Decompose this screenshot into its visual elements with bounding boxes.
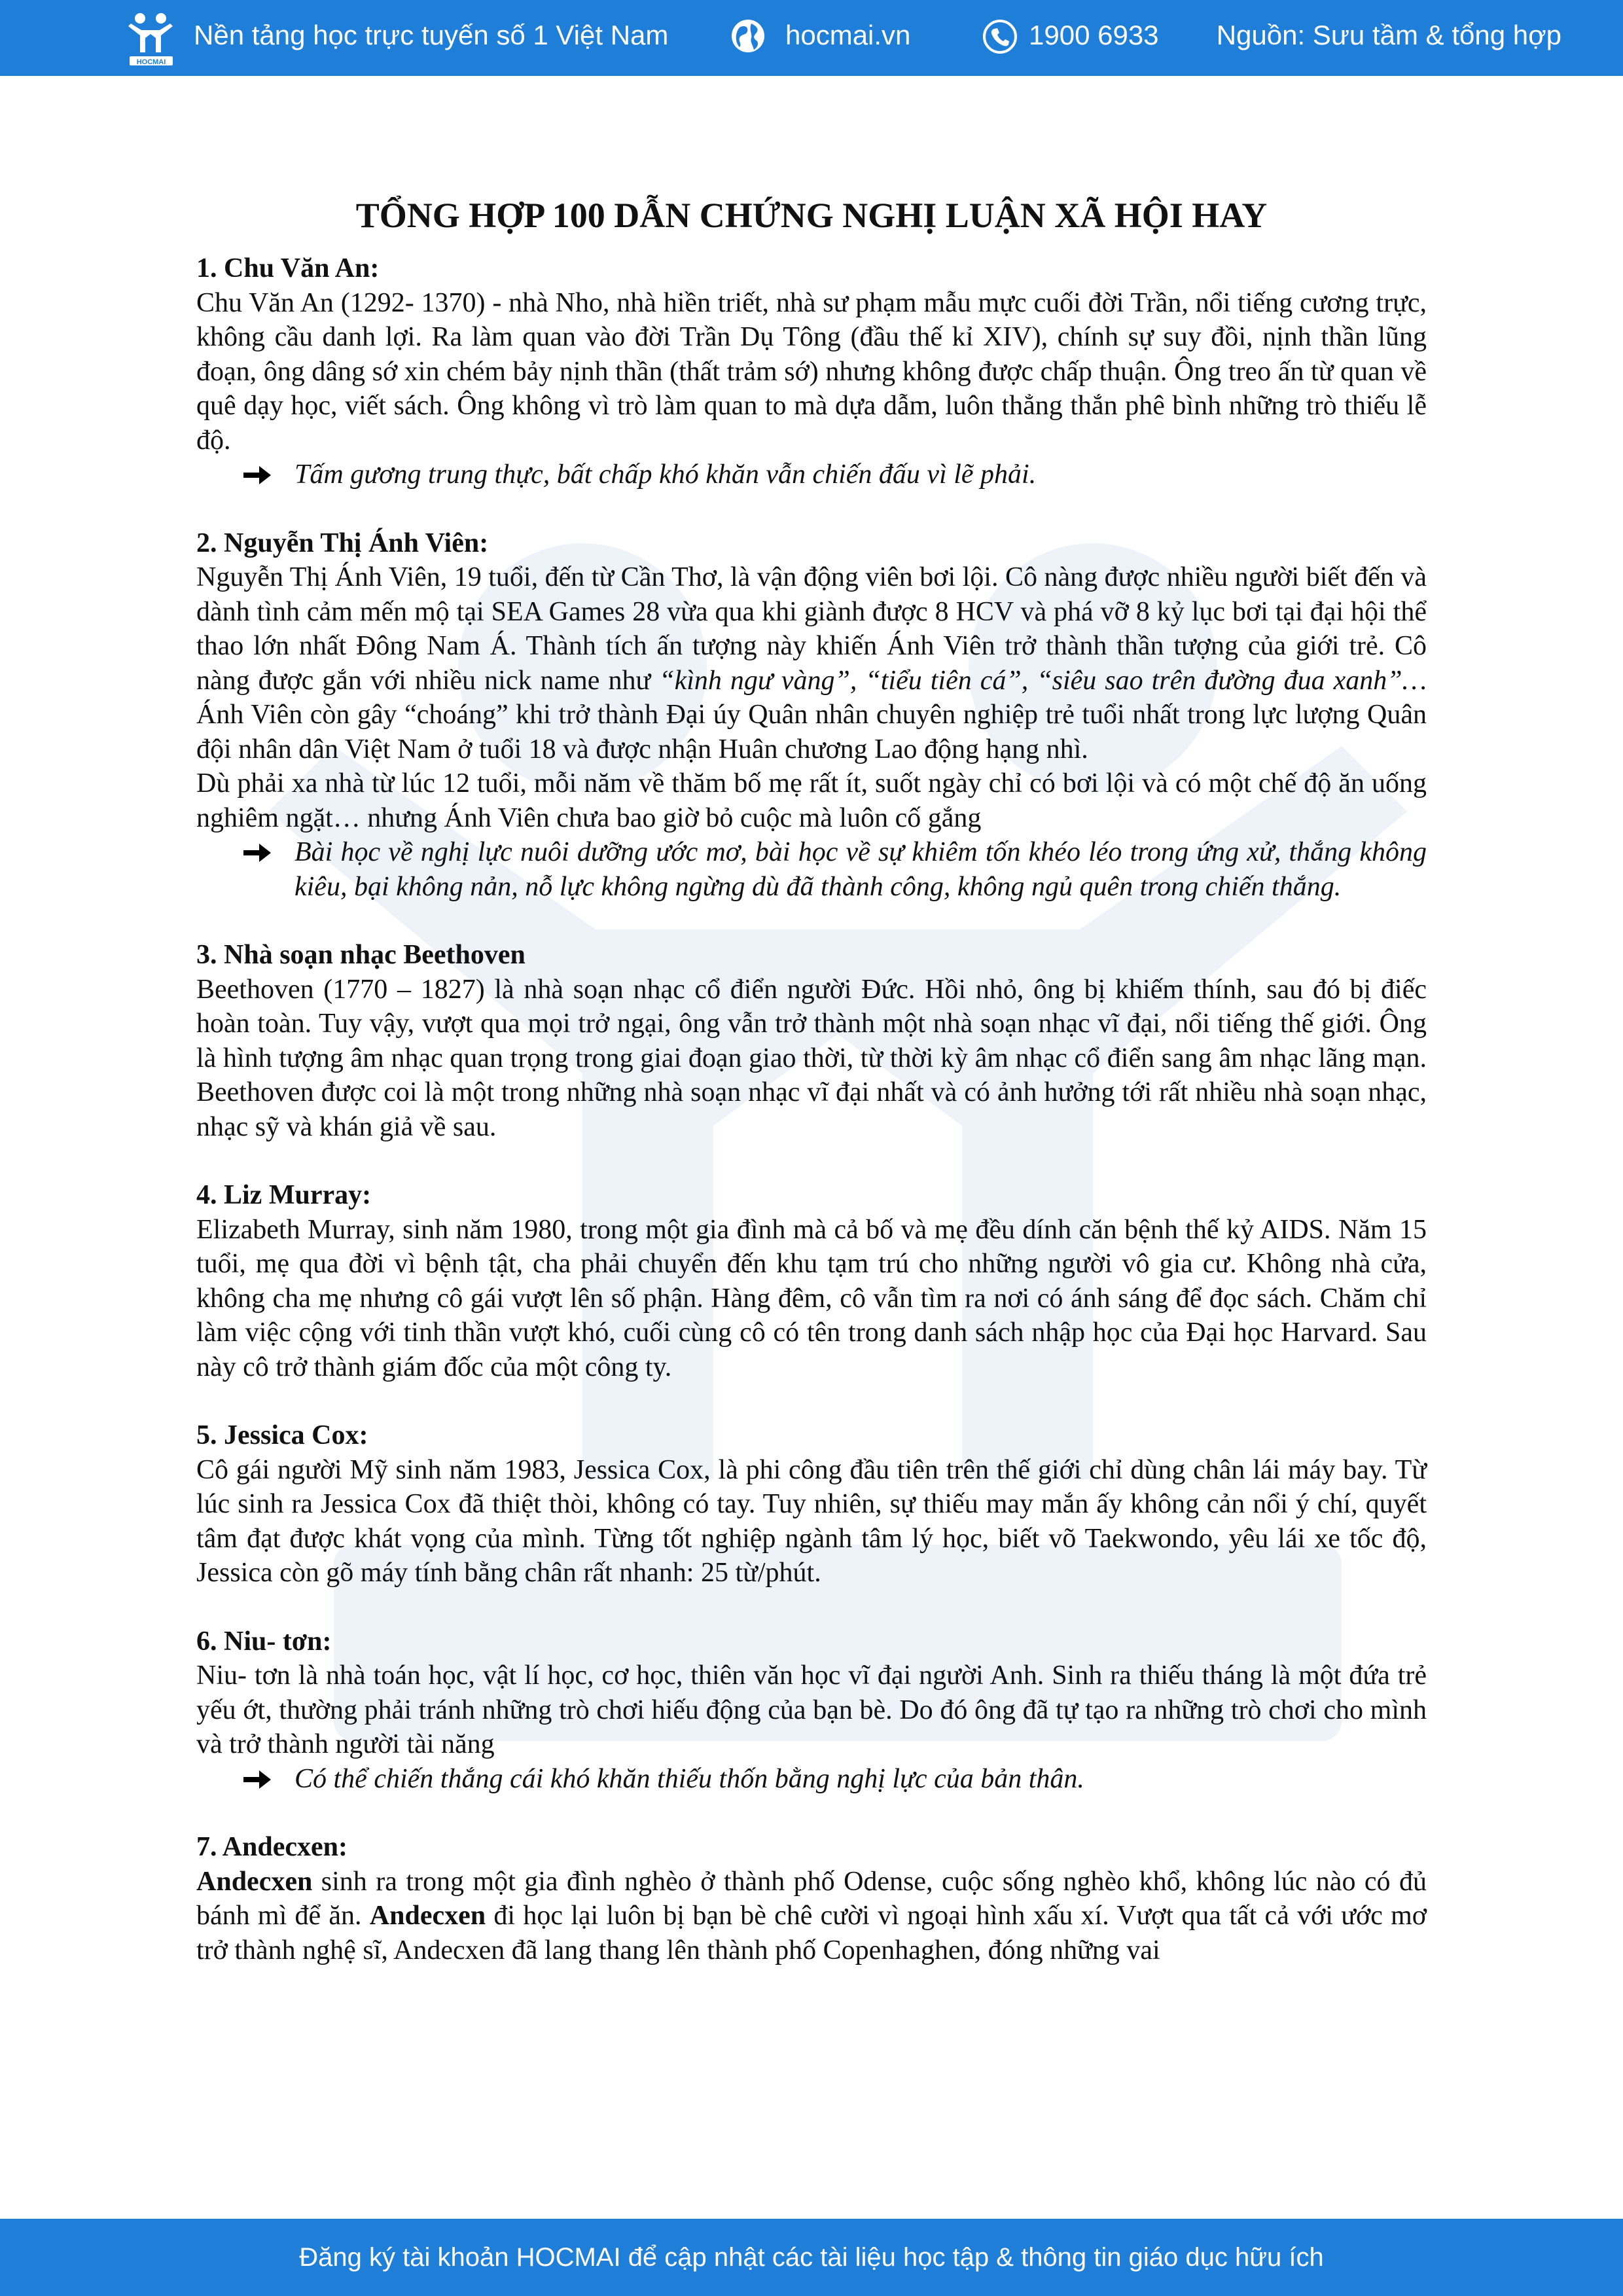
svg-text:HOCMAI: HOCMAI <box>136 58 166 66</box>
section-jessica-cox <box>196 1418 1427 1590</box>
header-slogan: Nền tảng học trực tuyến số 1 Việt Nam <box>194 20 669 50</box>
globe-icon <box>730 18 766 54</box>
header-website-link[interactable]: hocmai.vn <box>785 20 911 50</box>
section-takeaway <box>196 457 1427 492</box>
section-heading: 5. Jessica Cox: <box>196 1420 368 1450</box>
section-heading: 7. Andecxen: <box>196 1832 348 1862</box>
section-takeaway <box>196 1762 1427 1797</box>
paragraph-text: Nguyễn Thị Ánh Viên, 19 tuổi, đến từ Cần Thơ, là vận động viên bơi lội. Cô nàng được nhiều người biết đến và dành tình cảm mến mộ tại SEA Games 28 vừa qua khi giành được 8 HCV và phá vỡ 8 kỷ lục bơi tại đại hội thể thao lớn nhất Đông Nam Á. Thành tích ấn tượng này khiến Ánh Viên trở thành thần tượng của giới trẻ. Cô nàng được gắn với nhiều nick name như <box>196 562 1427 696</box>
arrow-right-icon <box>242 842 272 864</box>
bold-name: Andecxen <box>369 1901 486 1931</box>
section-heading: 1. Chu Văn An: <box>196 253 380 283</box>
section-heading: 3. Nhà soạn nhạc Beethoven <box>196 940 526 970</box>
takeaway-text: Bài học về nghị lực nuôi dưỡng ước mơ, bài học về sự khiêm tốn khéo léo trong ứng xử, thắng không kiêu, bại không nản, nỗ lực không ngừng dù đã thành công, không ngủ quên trong chiến thắng. <box>294 837 1427 902</box>
footer-signup-text[interactable]: Đăng ký tài khoản HOCMAI để cập nhật các tài liệu học tập & thông tin giáo dục hữu ích <box>299 2243 1324 2272</box>
section-paragraph <box>196 1865 1427 1968</box>
section-heading: 4. Liz Murray: <box>196 1180 372 1210</box>
takeaway-text: Có thể chiến thắng cái khó khăn thiếu thốn bằng nghị lực của bản thân. <box>294 1763 1084 1794</box>
hocmai-logo-icon[interactable] <box>122 9 181 68</box>
section-andecxen <box>196 1830 1427 1967</box>
section-chu-van-an <box>196 251 1427 492</box>
section-nguyen-thi-anh-vien <box>196 526 1427 905</box>
paragraph-text: đi học lại luôn bị bạn bè chê cười vì ngoại hình xấu xí. Vượt qua tất cả với ước mơ trở thành nghệ sĩ, Andecxen đã lang thang lên thành phố Copenhaghen, đóng những vai <box>196 1901 1427 1965</box>
bold-name: Andecxen <box>196 1866 313 1897</box>
section-beethoven <box>196 938 1427 1144</box>
paragraph-text: sinh ra trong một gia đình nghèo ở thành phố Odense, cuộc sống nghèo khổ, không lúc nào có đủ bánh mì để ăn. <box>196 1866 1427 1931</box>
paragraph-text: Ánh Viên còn gây “choáng” khi trở thành Đại úy Quân nhân chuyên nghiệp trẻ tuổi nhất trong lực lượng Quân đội nhân dân Việt Nam ở tuổi 18 và được nhận Huân chương Lao động hạng nhì. <box>196 700 1427 764</box>
section-paragraph: Elizabeth Murray, sinh năm 1980, trong một gia đình mà cả bố và mẹ đều dính căn bệnh thế kỷ AIDS. Năm 15 tuổi, mẹ qua đời vì bệnh tật, cha phải chuyển đến khu tạm trú cho những người vô gia cư. Không nhà cửa, không cha mẹ nhưng cô gái vượt lên số phận. Hàng đêm, cô vẫn tìm ra nơi có ánh sáng để đọc sách. Chăm chỉ làm việc cộng với tinh thần vượt khó, cuối cùng cô có tên trong danh sách nhập học của Đại học Harvard. Sau này cô trở thành giám đốc của một công ty. <box>196 1214 1427 1382</box>
header-phone-number[interactable]: 1900 6933 <box>1029 20 1159 50</box>
section-niu-ton <box>196 1624 1427 1797</box>
arrow-right-icon <box>242 1768 272 1791</box>
takeaway-text: Tấm gương trung thực, bất chấp khó khăn vẫn chiến đấu vì lẽ phải. <box>294 459 1037 490</box>
section-liz-murray <box>196 1178 1427 1384</box>
nickname-text: “kình ngư vàng”, “tiểu tiên cá”, “siêu sao trên đường đua xanh”… <box>659 665 1427 696</box>
section-paragraph: Dù phải xa nhà từ lúc 12 tuổi, mỗi năm về thăm bố mẹ rất ít, suốt ngày chỉ có bơi lội và có một chế độ ăn uống nghiêm ngặt… nhưng Ánh Viên chưa bao giờ bỏ cuộc mà luôn cố gắng <box>196 768 1427 833</box>
footer-bar <box>0 2219 1623 2296</box>
header-source-note: Nguồn: Sưu tầm & tổng hợp <box>1216 20 1561 50</box>
section-paragraph <box>196 560 1427 766</box>
section-heading: 6. Niu- tơn: <box>196 1626 332 1657</box>
section-paragraph: Chu Văn An (1292- 1370) - nhà Nho, nhà hiền triết, nhà sư phạm mẫu mực cuối đời Trần, nổi tiếng cương trực, không cầu danh lợi. Ra làm quan vào đời Trần Dụ Tông (đầu thế kỉ XIV), chính sự suy đồi, nịnh thần lũng đoạn, ông dâng sớ xin chém bảy nịnh thần (thất trảm sớ) nhưng không được chấp thuận. Ông treo ấn từ quan về quê dạy học, viết sách. Ông không vì trò làm quan to mà dựa dẫm, luôn thẳng thắn phê bình những trò thiếu lễ độ. <box>196 287 1427 456</box>
section-paragraph: Niu- tơn là nhà toán học, vật lí học, cơ học, thiên văn học vĩ đại người Anh. Sinh ra thiếu tháng là một đứa trẻ yếu ớt, thường phải tránh những trò chơi hiếu động của bạn bè. Do đó ông đã tự tạo ra những trò chơi cho mình và trở thành người tài năng <box>196 1660 1427 1759</box>
section-heading: 2. Nguyễn Thị Ánh Viên: <box>196 528 489 558</box>
document-title: TỔNG HỢP 100 DẪN CHỨNG NGHỊ LUẬN XÃ HỘI HAY <box>355 196 1268 235</box>
phone-icon <box>982 18 1018 55</box>
header-bar <box>0 0 1623 76</box>
section-takeaway <box>196 835 1427 904</box>
section-paragraph: Beethoven (1770 – 1827) là nhà soạn nhạc cổ điển người Đức. Hồi nhỏ, ông bị khiếm thính, sau đó bị điếc hoàn toàn. Tuy vậy, vượt qua mọi trở ngại, ông vẫn trở thành một nhà soạn nhạc vĩ đại, nổi tiếng thế giới. Ông là hình tượng âm nhạc quan trọng trong giai đoạn giao thời, từ thời kỳ âm nhạc cổ điển sang âm nhạc lãng mạn. Beethoven được coi là một trong những nhà soạn nhạc vĩ đại nhất và có ảnh hưởng tới rất nhiều nhà soạn nhạc, nhạc sỹ và khán giả về sau. <box>196 974 1427 1142</box>
section-paragraph: Cô gái người Mỹ sinh năm 1983, Jessica Cox, là phi công đầu tiên trên thế giới chỉ dùng chân lái máy bay. Từ lúc sinh ra Jessica Cox đã thiệt thòi, không có tay. Tuy nhiên, sự thiếu may mắn ấy không cản nổi ý chí, quyết tâm đạt được khát vọng của mình. Từng tốt nghiệp ngành tâm lý học, biết võ Taekwondo, yêu lái xe tốc độ, Jessica còn gõ máy tính bằng chân rất nhanh: 25 từ/phút. <box>196 1454 1427 1588</box>
document-body <box>196 194 1427 2001</box>
arrow-right-icon <box>242 464 272 486</box>
